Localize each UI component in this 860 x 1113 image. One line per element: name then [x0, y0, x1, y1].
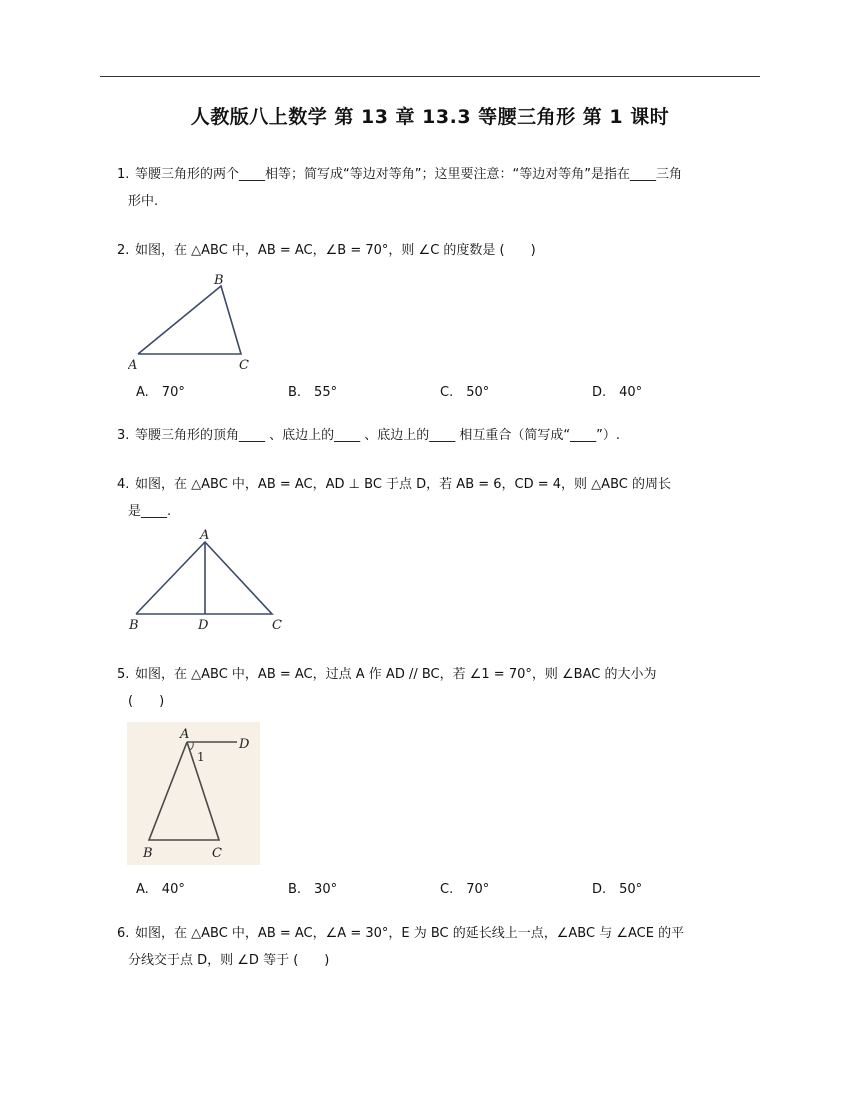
question-text-line1: 如图，在 △ABC 中，AB = AC，AD ⊥ BC 于点 D，若 AB = 6，CD = 4，则 △ABC 的周长: [135, 477, 671, 492]
label-vertex: A: [180, 727, 190, 742]
triangle-figure-q5: [127, 722, 260, 865]
triangle-abc: [138, 286, 241, 354]
question-5: [117, 661, 762, 715]
triangle-abc: [136, 542, 272, 614]
label-vertex: A: [200, 528, 210, 543]
question-text-line2: 形中.: [128, 194, 159, 209]
question-6: [117, 920, 762, 974]
question-text-line2: 是____.: [128, 504, 172, 519]
label-vertex: B: [129, 618, 139, 633]
label-vertex: B: [143, 846, 153, 861]
label-vertex: D: [198, 618, 209, 633]
question-4: [117, 471, 762, 525]
option-c: C. 70°: [440, 882, 490, 897]
question-text: 等腰三角形的顶角____ 、底边上的____ 、底边上的____ 相互重合（简写成“____”）.: [135, 428, 620, 443]
option-a: A. 70°: [136, 385, 185, 400]
label-vertex: A: [128, 358, 138, 373]
question-2: [117, 237, 762, 264]
triangle-figure-q2: [128, 272, 258, 374]
label-angle: 1: [197, 750, 205, 764]
question-text-line1: 如图，在 △ABC 中，AB = AC，过点 A 作 AD // BC，若 ∠1 = 70°，则 ∠BAC 的大小为: [135, 667, 657, 682]
page-title: 人教版八上数学 第 13 章 13.3 等腰三角形 第 1 课时: [190, 106, 670, 128]
question-text-line1: 等腰三角形的两个____相等；简写成“等边对等角”；这里要注意：“等边对等角”是指在____三角: [135, 167, 682, 182]
question-number: 2.: [117, 243, 130, 258]
question-text-line1: 如图，在 △ABC 中，AB = AC，∠A = 30°，E 为 BC 的延长线上一点，∠ABC 与 ∠ACE 的平: [135, 926, 685, 941]
question-text-line2: 分线交于点 D，则 ∠D 等于 ( ): [128, 953, 330, 968]
question-number: 1.: [117, 167, 130, 182]
label-vertex: C: [272, 618, 282, 633]
option-c: C. 50°: [440, 385, 490, 400]
option-d: D. 40°: [592, 385, 643, 400]
top-rule: [100, 76, 760, 77]
label-vertex: B: [214, 273, 224, 288]
question-1: [117, 161, 762, 215]
label-vertex: D: [239, 737, 250, 752]
triangle-figure-q4: [126, 526, 291, 634]
question-3: [117, 422, 762, 449]
option-a: A. 40°: [136, 882, 185, 897]
label-vertex: C: [239, 358, 249, 373]
option-d: D. 50°: [592, 882, 643, 897]
label-vertex: C: [212, 846, 222, 861]
option-b: B. 55°: [288, 385, 338, 400]
question-text: 如图，在 △ABC 中，AB = AC，∠B = 70°，则 ∠C 的度数是 ( ): [135, 243, 536, 258]
question-number: 5.: [117, 667, 130, 682]
question-text-line2: ( ): [128, 694, 165, 709]
option-b: B. 30°: [288, 882, 338, 897]
question-number: 4.: [117, 477, 130, 492]
question-number: 6.: [117, 926, 130, 941]
question-number: 3.: [117, 428, 130, 443]
